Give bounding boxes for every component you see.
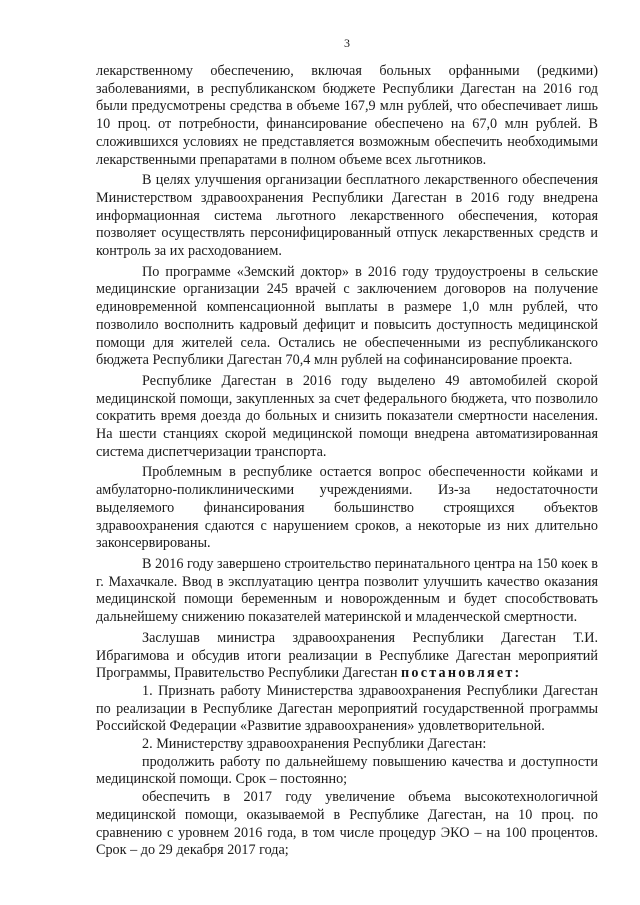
page-number: 3 — [344, 36, 350, 50]
resolution-keyword: постановляет: — [401, 665, 522, 682]
paragraph-item-1: 1. Признать работу Министерства здравоохранения Республики Дагестан по реализации в Республике Дагестан мероприятий государственной программы Российской Федерации «Развитие здравоохранения» удовлетворительной. — [96, 682, 598, 735]
paragraph-perinatal-center: В 2016 году завершено строительство перинатального центра на 150 коек в г. Махачкале. Ввод в эксплуатацию центра позволит улучшить качество оказания медицинской помощи беременным и новорожденным и будет способствовать дальнейшему снижению показателей материнской и младенческой смертности. — [96, 555, 598, 626]
paragraph-info-system: В целях улучшения организации бесплатного лекарственного обеспечения Министерством здравоохранения Республики Дагестан в 2016 году внедрена информационная система льготного лекарственного обеспечения, которая позволяет осуществлять персонифицированный отпуск лекарственных средств и контроль за их расходованием. — [96, 172, 598, 260]
resolution-intro-text: Заслушав министра здравоохранения Республики Дагестан Т.И. Ибрагимова и обсудив итоги реализации в Республике Дагестан мероприятий Программы, Правительство Республики Дагестан — [96, 629, 598, 682]
paragraph-item-2: 2. Министерству здравоохранения Республики Дагестан: — [142, 736, 487, 753]
paragraph-ambulance: Республике Дагестан в 2016 году выделено 49 автомобилей скорой медицинской помощи, закупленных за счет федерального бюджета, что позволило сократить время доезда до больных и снизить показатели смертности населения. На шести станциях скорой медицинской помощи внедрена автоматизированная система диспетчеризации транспорта. — [96, 372, 598, 460]
paragraph-item-2-task-1: продолжить работу по дальнейшему повышению качества и доступности медицинской помощи. Срок – постоянно; — [96, 753, 598, 788]
paragraph-drug-supply: лекарственному обеспечению, включая больных орфанными (редкими) заболеваниями, в республиканском бюджете Республики Дагестан на 2016 год были предусмотрены средства в объеме 167,9 млн рублей, что обеспечивает лишь 10 проц. от потребности, финансирование обеспечено на 67,0 млн рублей. В сложившихся условиях не представляется возможным обеспечить необходимыми лекарственными препаратами в полном объеме всех льготников. — [96, 63, 598, 168]
paragraph-zemsky-doctor: По программе «Земский доктор» в 2016 году трудоустроены в сельские медицинские организации 245 врачей с заключением договоров на получение единовременной компенсационной выплаты в размере 1,0 млн рублей, что позволило восполнить кадровый дефицит и повысить доступность медицинской помощи для жителей села. Остались не обеспеченными из республиканского бюджета Республики Дагестан 70,4 млн рублей на софинансирование проекта. — [96, 263, 598, 369]
paragraph-resolution-intro — [96, 630, 598, 683]
paragraph-hospital-beds: Проблемным в республике остается вопрос обеспеченности койками и амбулаторно-поликлиническими учреждениями. Из-за недостаточности выделяемого финансирования большинство строящихся объектов здравоохранения сдаются с нарушением сроков, а некоторые из них длительно законсервированы. — [96, 464, 598, 552]
paragraph-item-2-task-2: обеспечить в 2017 году увеличение объема высокотехнологичной медицинской помощи, оказываемой в Республике Дагестан, на 10 проц. по сравнению с уровнем 2016 года, в том числе процедур ЭКО – на 100 процентов. Срок – до 29 декабря 2017 года; — [96, 789, 598, 859]
